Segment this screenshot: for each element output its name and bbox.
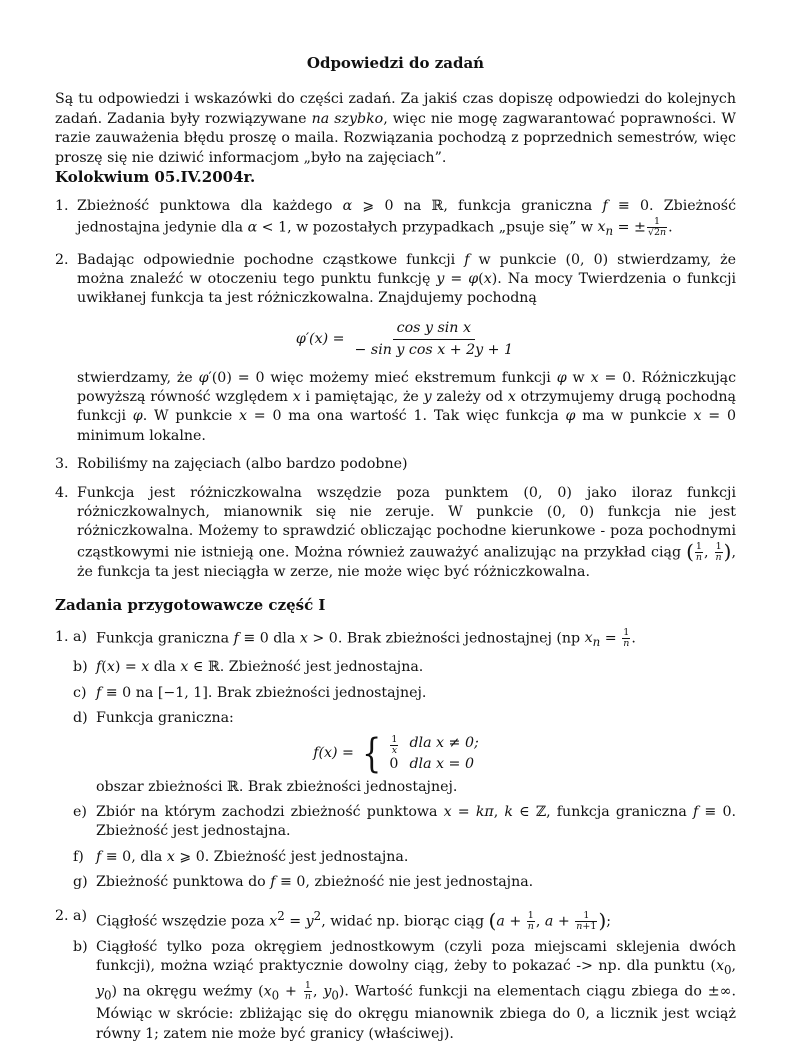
prep-item-1b: b) f(x) = x dla x ∈ ℝ. Zbieżność jest jednostajna. (55, 658, 736, 677)
text: , widać np. biorąc ciąg (321, 913, 485, 930)
text: Zbiór na którym zachodzi zbieżność punktowa (96, 804, 438, 821)
piecewise-lhs: f(x) = (313, 744, 354, 761)
fraction: $\frac{1}{√2n}$ (647, 215, 667, 238)
text: dla (153, 659, 176, 676)
formula-numerator: cos y sin x (393, 319, 475, 340)
item-letter: g) (73, 874, 88, 891)
text: Funkcja graniczna (96, 630, 230, 647)
item-letter: f) (73, 848, 84, 865)
text: Ciągłość tylko poza okręgiem jednostkowym (czyli poza miejscami sklejenia dwóch funkcji), można wziąć praktycznie dowolny ciąg, żeby to pokazać -> np. dla punktu (96, 938, 736, 975)
text: . Wartość funkcji na elementach ciągu zbiega do ±∞. Mówiąc w skrócie: zbliżając się do okręgu mianownik zbiega do 0, a licznik jest wciąż równy 1; zatem nie może być granicy (właściwej). (96, 983, 736, 1042)
intro-text-2: , więc nie mogę zagwarantować poprawności. W razie zauważenia błędu proszę o maila. Rozwiązania pochodzą z poprzednich semestrów, więc proszę się nie dziwić informacjom „było na zajęciach”. (55, 110, 736, 166)
item-number: 1. (55, 628, 69, 645)
text: stwierdzamy, że (77, 369, 193, 386)
item-number: 4. (55, 484, 69, 501)
formula-lhs: φ′(x) = (295, 331, 345, 347)
text: na okręgu weźmy (122, 983, 253, 1000)
prep-item-1d (55, 709, 736, 797)
text: Funkcja graniczna: (96, 710, 234, 727)
text: Zbieżność punktowa do (96, 874, 266, 891)
text: . Zbieżność jest jednostajna. (219, 659, 424, 676)
case-2-value: 0 (389, 755, 399, 772)
text: więc możemy mieć ekstremum funkcji (270, 369, 551, 386)
case-2: dla x = 0 (409, 755, 474, 772)
text: dla (273, 630, 296, 647)
text: Ciągłość wszędzie poza (96, 913, 265, 930)
kolokwium-item-3 (55, 455, 736, 474)
text: , że funkcja ta jest nieciągła w zerze, nie może więc być różniczkowalna. (77, 544, 736, 580)
page-title: Odpowiedzi do zadań (306, 54, 485, 72)
text: , w pozostałych przypadkach „psuje się” w (287, 219, 593, 236)
kolokwium-item-4: 4. Funkcja jest różniczkowalna wszędzie poza punktem (0, 0) jako iloraz funkcji różniczkowalnych, mianownik się nie zeruje. W punkcie (0, 0) funkcja nie jest różniczkowalna. Możemy to sprawdzić obliczając pochodne kierunkowe - poza pochodnymi cząstkowymi nie istnieją one. Można również zauważyć analizując na przykład ciąg ( $\frac{1}{n}$ , $\frac{1}{n}$ ), że funkcja ta jest nieciągła w zerze, nie może więc być różniczkowalna. (55, 484, 736, 580)
item-number: 1. (55, 198, 69, 215)
formula-denominator: − sin y cos x + 2y + 1 (354, 342, 514, 359)
item-letter: b) (73, 938, 88, 955)
section-kolokwium: Kolokwium 05.IV.2004r. (55, 168, 256, 187)
text: Funkcja jest różniczkowalna wszędzie poza punktem (0, 0) jako iloraz funkcji różniczkowalnych, mianownik się nie zeruje. W punkcie (0, 0) funkcja nie jest różniczkowalna. Możemy to sprawdzić obliczając pochodne kierunkowe - poza pochodnymi cząstkowymi nie istnieją one. Można również zauważyć analizując na przykład ciąg (77, 484, 736, 561)
text: Badając odpowiednie pochodne cząstkowe funkcji (77, 251, 456, 268)
prep-list (55, 628, 736, 1044)
text: . Różniczkując powyższą równość względem (77, 369, 737, 406)
text: . (668, 219, 673, 236)
cases: $\frac{1}{x}$ dla x ≠ 0; 0 dla x = 0 (389, 733, 479, 772)
kolokwium-item-2: 2. Badając odpowiednie pochodne cząstkowe funkcji f w punkcie (0, 0) stwierdzamy, że można znaleźć w otoczeniu tego punktu funkcję y = φ(x). Na mocy Twierdzenia o funkcji uwikłanej funkcja ta jest różniczkowalna. Znajdujemy pochodną φ′(x) = $\frac{\text{cos y sin x}}{\text{− sin y cos x + 2y + 1}}$ stwierdzamy, że φ′(0) = 0 więc możemy mieć ekstremum funkcji φ w x = 0. Różniczkując powyższą równość względem x i pamiętając, że y zależy od x otrzymujemy drugą pochodną funkcji φ. W punkcie x = 0 ma ona wartość 1. Tak więc funkcja φ ma w punkcie x = 0 minimum lokalne. (55, 251, 737, 444)
item-number: 2. (55, 251, 69, 268)
prep-item-2a: 2. a) Ciągłość wszędzie poza $x^2 = y^2$, widać np. biorąc ciąg (a + $\frac{1}{n}$ , a + $\frac{1}{n+1}$ ); (55, 907, 612, 933)
text: , dla (131, 848, 163, 865)
text: , zbieżność nie jest jednostajna. (305, 874, 534, 891)
piecewise-function (96, 730, 736, 777)
text: w punkcie (0, 0) stwierdzamy, że można znaleźć w otoczeniu tego punktu funkcję (77, 251, 736, 287)
text: w (572, 369, 585, 386)
item-letter: b) (73, 659, 88, 676)
prep-item-1f: f) f ≡ 0, dla x ⩾ 0. Zbieżność jest jednostajna. (55, 848, 736, 867)
text: zależy od (436, 389, 504, 406)
text: na ℝ, funkcja graniczna (403, 198, 593, 215)
text: . W punkcie (142, 408, 233, 425)
text: . Brak zbieżności jednostajnej (np (337, 630, 581, 647)
text: , funkcja graniczna (546, 804, 687, 821)
text: ma ona wartość 1. Tak więc funkcja (288, 408, 559, 425)
intro-emphasis: na szybko (311, 110, 384, 127)
item-letter: d) (73, 710, 88, 727)
text: . Zbieżność jednostajna jedynie dla (77, 198, 737, 236)
item-number: 3. (55, 456, 69, 473)
text: i pamiętając, że (305, 389, 419, 406)
text: . Na mocy Twierdzenia o funkcji uwikłanej funkcja ta jest różniczkowalna. Znajdujemy pochodną (77, 270, 737, 307)
text: otrzymujemy drugą pochodną funkcji (77, 389, 737, 425)
text: . Zbieżność jest jednostajna. (204, 848, 409, 865)
text: obszar zbieżności ℝ. Brak zbieżności jednostajnej. (96, 778, 458, 795)
text: minimum lokalne. (77, 427, 206, 444)
text: ; (606, 913, 612, 930)
prep-item-1e: e) Zbiór na którym zachodzi zbieżność punktowa x = kπ, k ∈ ℤ, funkcja graniczna f ≡ 0. Zbieżność jest jednostajna. (73, 804, 736, 840)
item-letter: a) (73, 628, 87, 645)
document-page (55, 54, 736, 1050)
brace: { (362, 730, 382, 777)
section-przygotowawcze: Zadania przygotowawcze część I (55, 596, 326, 615)
kolokwium-item-1: 1. Zbieżność punktowa dla każdego α ⩾ 0 na ℝ, funkcja graniczna f ≡ 0. Zbieżność jednostajna jedynie dla α < 1, w pozostałych przypadkach „psuje się” w $x_n$ = ± $\frac{1}{√2n}$ . (55, 198, 737, 239)
text: Robiliśmy na zajęciach (albo bardzo podobne) (77, 456, 408, 473)
item-letter: a) (73, 907, 87, 924)
case-1: dla x ≠ 0; (409, 734, 479, 751)
item-number: 2. (55, 907, 69, 924)
text: . (631, 630, 636, 647)
prep-item-1g: g) Zbieżność punktowa do f ≡ 0, zbieżność nie jest jednostajna. (55, 873, 736, 892)
prep-item-1c: c) f ≡ 0 na [−1, 1]. Brak zbieżności jednostajnej. (55, 684, 736, 703)
formula-fraction (351, 319, 518, 361)
text: . Zbieżność jest jednostajna. (96, 804, 736, 840)
item-letter: e) (73, 804, 87, 821)
derivative-formula (77, 319, 736, 361)
prep-item-2b: b) Ciągłość tylko poza okręgiem jednostkowym (czyli poza miejscami sklejenia dwóch funkcji), można wziąć praktycznie dowolny ciąg, żeby to pokazać -> np. dla punktu ($x_0$, $y_0$) na okręgu weźmy ($x_0$ + $\frac{1}{n}$ , $y_0$). Wartość funkcji na elementach ciągu zbiega do ±∞. Mówiąc w skrócie: zbliżając się do okręgu mianownik zbiega do 0, a licznik jest wciąż równy 1; zatem nie może być granicy (właściwej). (73, 938, 736, 1042)
text: Zbieżność punktowa dla każdego (77, 198, 333, 215)
prep-item-1a: 1. a) Funkcja graniczna f ≡ 0 dla x > 0. Brak zbieżności jednostajnej (np $x_n$ = $\frac{1}{n}$ . (55, 626, 636, 649)
text: na [−1, 1]. Brak zbieżności jednostajnej. (135, 684, 427, 701)
kolokwium-list (55, 197, 736, 582)
intro-text: Są tu odpowiedzi i wskazówki do części zadań. Za jakiś czas dopiszę odpowiedzi do kolejnych zadań. Zadania były rozwiązywane (55, 91, 736, 127)
intro-paragraph (55, 90, 736, 168)
text: ma w punkcie (582, 408, 687, 425)
item-letter: c) (73, 684, 87, 701)
